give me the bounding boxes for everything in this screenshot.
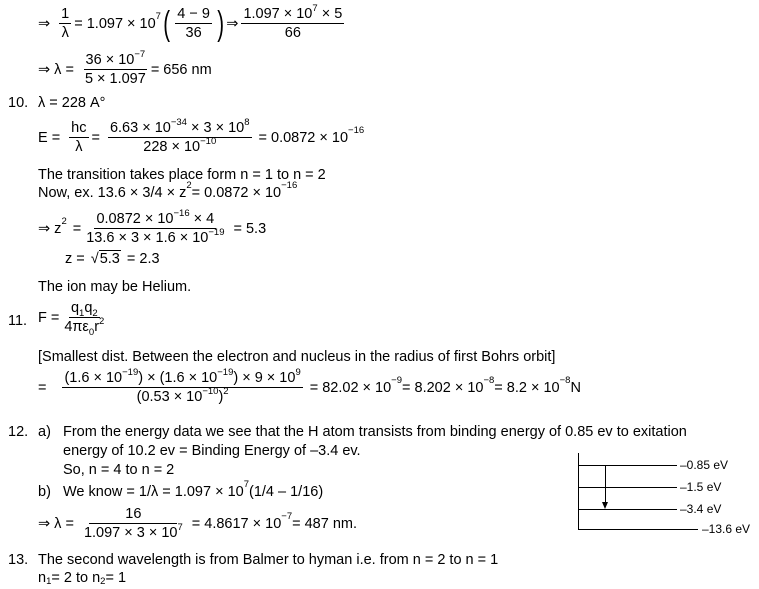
question-number: 11. bbox=[8, 313, 28, 329]
fraction bbox=[59, 6, 71, 41]
t: = 487 nm. bbox=[292, 515, 357, 532]
subscript: 2 bbox=[100, 576, 106, 588]
denominator bbox=[135, 388, 231, 405]
t: Now, ex. 13.6 × 3/4 × z bbox=[38, 185, 187, 201]
equation-z-squared bbox=[38, 208, 267, 246]
exponent: −8 bbox=[483, 374, 495, 386]
numerator bbox=[84, 49, 148, 70]
text-line bbox=[38, 180, 298, 201]
t: = 4.8617 × 10 bbox=[191, 515, 282, 532]
text-line: The second wavelength is from Balmer to hyman i.e. from n = 2 to n = 1 bbox=[38, 552, 499, 568]
numerator bbox=[241, 3, 344, 24]
t: (1/4 – 1/16) bbox=[249, 484, 324, 500]
eq: = bbox=[91, 129, 100, 146]
t: × 3 × 10 bbox=[186, 120, 245, 136]
exponent: −7 bbox=[134, 49, 146, 60]
rhs: = 656 nm bbox=[150, 61, 212, 78]
exponent: −19 bbox=[208, 227, 225, 238]
equation-lambda-487 bbox=[38, 506, 357, 541]
equation-inverse-lambda bbox=[38, 3, 347, 43]
fraction bbox=[241, 3, 344, 41]
fraction bbox=[175, 6, 212, 41]
paren: ) bbox=[217, 4, 225, 43]
t: 1.097 × 10 bbox=[243, 6, 313, 22]
t: 1.097 × 3 × 10 bbox=[83, 525, 178, 541]
part-label: b) bbox=[38, 484, 51, 500]
exponent: −10 bbox=[200, 136, 217, 147]
t: = 8.2 × 10 bbox=[494, 379, 560, 396]
subscript: 1 bbox=[46, 576, 52, 588]
exponent: −34 bbox=[170, 117, 187, 128]
exponent: 7 bbox=[155, 10, 161, 22]
question-number: 10. bbox=[8, 95, 29, 111]
text-line: From the energy data we see that the H atom transists from binding energy of 0.85 ev to exitation bbox=[63, 424, 687, 440]
exponent: 2 bbox=[99, 316, 105, 327]
exponent: 7 bbox=[312, 3, 318, 14]
t: = 82.02 × 10 bbox=[309, 379, 392, 396]
equation-energy bbox=[38, 117, 365, 155]
eq: = bbox=[72, 220, 82, 237]
equation-force bbox=[38, 300, 109, 338]
numerator: 4 − 9 bbox=[177, 6, 210, 22]
lhs: ⇒ z bbox=[38, 220, 62, 237]
t: × 4 bbox=[189, 211, 215, 227]
implies-symbol: ⇒ bbox=[226, 15, 239, 32]
level-label: –1.5 eV bbox=[680, 480, 722, 494]
question-number: 12. bbox=[8, 424, 29, 440]
fraction bbox=[108, 117, 252, 155]
denominator: 66 bbox=[284, 25, 301, 41]
level-label: –3.4 eV bbox=[680, 502, 722, 516]
t: 6.63 × 10 bbox=[109, 120, 171, 136]
fraction bbox=[82, 506, 185, 541]
denominator: λ bbox=[75, 139, 83, 155]
implies-symbol: ⇒ bbox=[38, 15, 51, 32]
t: r bbox=[94, 319, 100, 335]
level-label: –0.85 eV bbox=[680, 458, 729, 472]
text-line: So, n = 4 to n = 2 bbox=[63, 462, 175, 478]
t: 0.0872 × 10 bbox=[96, 211, 174, 227]
text-line: energy of 10.2 ev = Binding Energy of –3.4 ev. bbox=[63, 443, 361, 459]
exponent: 2 bbox=[61, 215, 67, 227]
exponent: −8 bbox=[559, 374, 571, 386]
exponent: 7 bbox=[243, 479, 249, 491]
denominator: 36 bbox=[185, 25, 202, 41]
t: (1.6 × 10 bbox=[64, 370, 123, 386]
t: = 1 bbox=[105, 570, 127, 586]
text-line bbox=[63, 479, 324, 500]
text-line bbox=[38, 570, 126, 586]
t: 36 × 10 bbox=[85, 52, 135, 68]
subscript: 0 bbox=[88, 327, 95, 338]
denominator: λ bbox=[61, 25, 69, 41]
subscript: 2 bbox=[92, 308, 98, 319]
level-label: –13.6 eV bbox=[702, 522, 751, 536]
arrow-head-icon bbox=[602, 502, 608, 509]
radicand: 5.3 bbox=[99, 251, 120, 267]
rhs: = 5.3 bbox=[233, 220, 267, 237]
t: n bbox=[38, 570, 47, 586]
t: We know = 1/λ = 1.097 × 10 bbox=[63, 484, 244, 500]
fraction bbox=[69, 120, 88, 155]
denominator bbox=[84, 229, 226, 246]
exponent: 2 bbox=[223, 386, 229, 397]
equation-force-value bbox=[38, 367, 581, 405]
exponent: −19 bbox=[122, 367, 139, 378]
text-line: The transition takes place form n = 1 to n = 2 bbox=[38, 167, 326, 183]
rhs: = 0.0872 × 10 bbox=[258, 129, 349, 146]
level-line bbox=[578, 529, 698, 530]
expr: = 1.097 × 10 bbox=[74, 15, 156, 32]
equation-z-root bbox=[65, 250, 160, 267]
numerator: 1 bbox=[61, 6, 70, 22]
t: = 2 to n bbox=[51, 570, 101, 586]
text-line: [Smallest dist. Between the electron and nucleus in the radius of first Bohrs orbit] bbox=[38, 349, 556, 365]
numerator: 16 bbox=[89, 506, 177, 524]
numerator bbox=[94, 208, 216, 229]
numerator bbox=[62, 367, 302, 388]
t: = 0.0872 × 10 bbox=[191, 185, 282, 201]
exponent: −16 bbox=[348, 124, 365, 136]
fraction bbox=[62, 300, 106, 338]
fraction bbox=[84, 208, 226, 246]
lhs: E = bbox=[38, 129, 61, 146]
fraction bbox=[62, 367, 302, 405]
sqrt-icon: √ bbox=[90, 250, 99, 267]
lhs: z = bbox=[65, 250, 85, 267]
t: q bbox=[70, 300, 80, 316]
exponent: −10 bbox=[202, 386, 219, 397]
t: ) × 9 × 10 bbox=[233, 370, 296, 386]
denominator bbox=[62, 316, 106, 338]
part-label: a) bbox=[38, 424, 51, 440]
exponent: 8 bbox=[244, 117, 250, 128]
t: (0.53 × 10 bbox=[136, 389, 203, 405]
text-line: λ = 228 A° bbox=[38, 95, 106, 111]
exponent: 2 bbox=[186, 180, 192, 192]
text-line: The ion may be Helium. bbox=[38, 279, 192, 295]
lhs: ⇒ λ = bbox=[38, 61, 74, 78]
lhs: F = bbox=[38, 309, 60, 326]
exponent: −19 bbox=[217, 367, 234, 378]
numerator: hc bbox=[71, 120, 87, 136]
t: N bbox=[570, 379, 581, 396]
transition-arrow bbox=[605, 465, 606, 503]
rhs: = 2.3 bbox=[126, 250, 160, 267]
exponent: −16 bbox=[173, 208, 190, 219]
lhs: ⇒ λ = bbox=[38, 515, 74, 532]
t: q bbox=[84, 300, 93, 316]
t: ) bbox=[218, 389, 224, 405]
exponent: −16 bbox=[281, 180, 298, 192]
t: 4πε bbox=[64, 319, 89, 335]
denominator bbox=[82, 524, 185, 541]
level-line bbox=[578, 487, 677, 488]
eq: = bbox=[38, 379, 47, 396]
level-line bbox=[578, 509, 677, 510]
t: = 8.202 × 10 bbox=[402, 379, 484, 396]
level-line bbox=[578, 465, 677, 466]
numerator bbox=[69, 300, 100, 318]
paren: ( bbox=[163, 4, 171, 43]
denominator bbox=[141, 138, 218, 155]
exponent: 9 bbox=[295, 367, 301, 378]
exponent: −7 bbox=[281, 510, 293, 522]
exponent: 7 bbox=[177, 522, 183, 533]
question-number: 13. bbox=[8, 552, 29, 568]
numerator bbox=[108, 117, 252, 138]
subscript: 1 bbox=[79, 308, 85, 319]
t: ) × (1.6 × 10 bbox=[138, 370, 218, 386]
t: 13.6 × 3 × 1.6 × 10 bbox=[86, 230, 209, 246]
denominator: 5 × 1.097 bbox=[84, 71, 146, 87]
t: 228 × 10 bbox=[143, 139, 201, 155]
equation-lambda-656 bbox=[38, 49, 212, 87]
fraction bbox=[83, 49, 148, 87]
exponent: −9 bbox=[391, 374, 403, 386]
t: × 5 bbox=[317, 6, 343, 22]
